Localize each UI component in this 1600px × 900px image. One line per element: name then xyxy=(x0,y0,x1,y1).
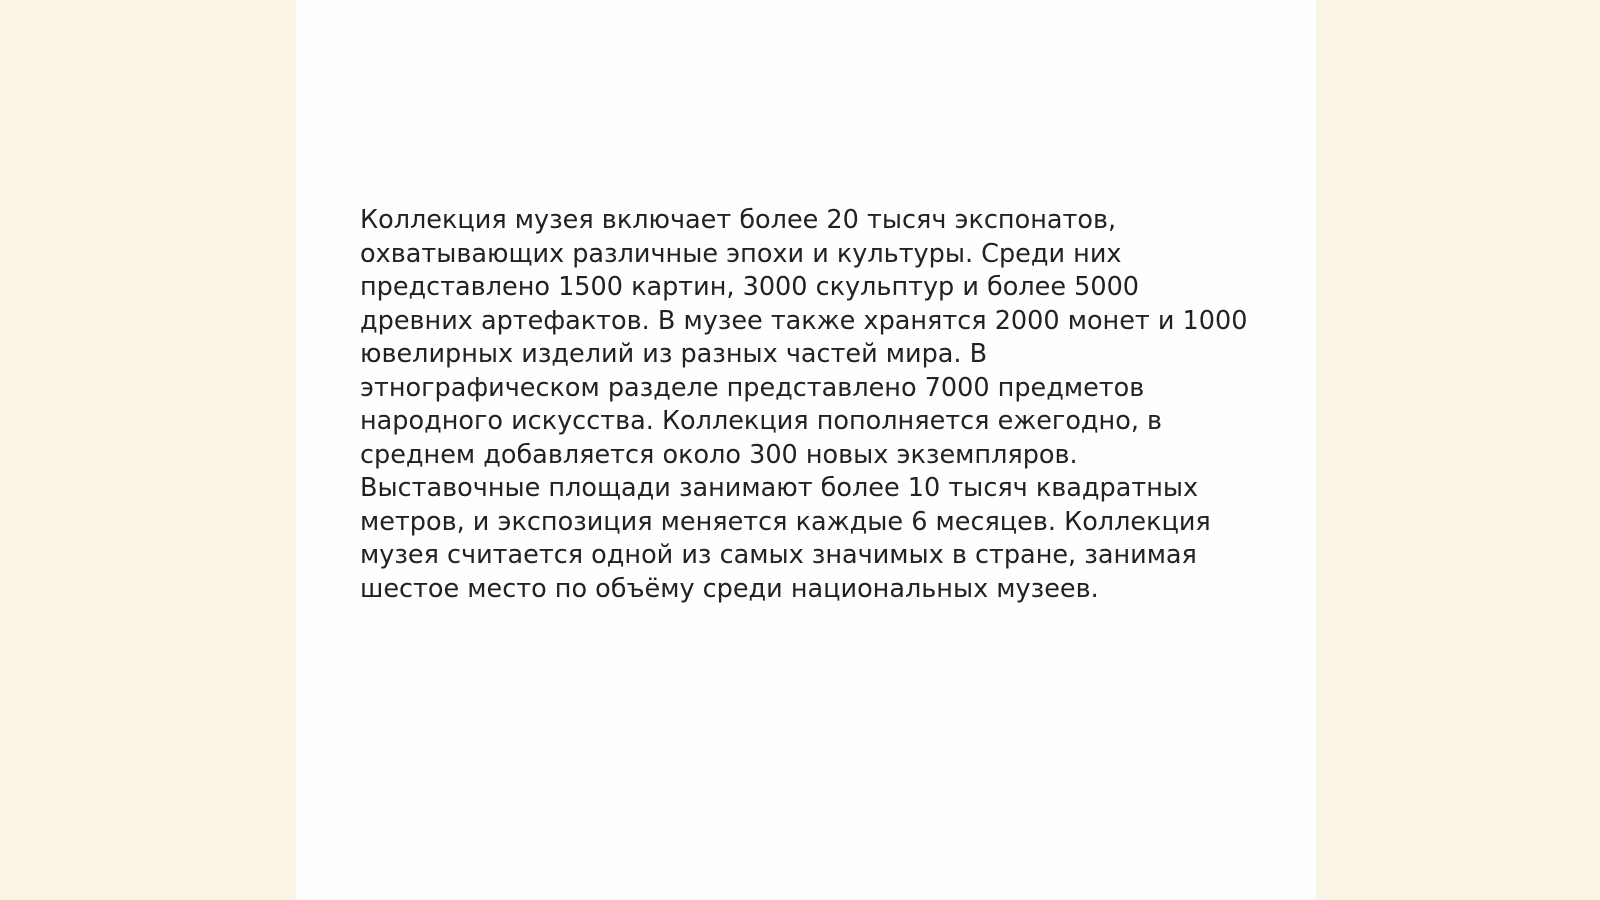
right-margin-background xyxy=(1304,0,1600,900)
paragraph-line-5: ювелирных изделий из разных частей мира. В xyxy=(360,339,988,369)
paragraph-line-2: охватывающих различные эпохи и культуры. Среди них xyxy=(360,238,1122,269)
paragraph-line-6: этнографическом разделе представлено 7000 предметов xyxy=(360,372,1145,403)
left-margin-background xyxy=(0,0,296,900)
paragraph-line-11: музея считается одной из самых значимых в стране, занимая xyxy=(360,540,1197,570)
document-page xyxy=(296,0,1316,900)
paragraph-line-3: представлено 1500 картин, 3000 скульптур и более 5000 xyxy=(360,272,1140,302)
paragraph-line-7: народного искусства. Коллекция пополняется ежегодно, в xyxy=(360,406,1163,436)
paragraph-line-4: древних артефактов. В музее также хранятся 2000 монет и 1000 xyxy=(360,305,1248,336)
paragraph-line-8: среднем добавляется около 300 новых экземпляров. xyxy=(360,439,1078,470)
paragraph-line-1: Коллекция музея включает более 20 тысяч экспонатов, xyxy=(360,205,1117,235)
paragraph-line-10: метров, и экспозиция меняется каждые 6 месяцев. Коллекция xyxy=(360,506,1211,537)
paragraph-line-9: Выставочные площади занимают более 10 тысяч квадратных xyxy=(360,473,1199,503)
paragraph-line-12: шестое место по объёму среди национальных музеев. xyxy=(360,573,1099,604)
body-paragraph xyxy=(360,204,1260,606)
